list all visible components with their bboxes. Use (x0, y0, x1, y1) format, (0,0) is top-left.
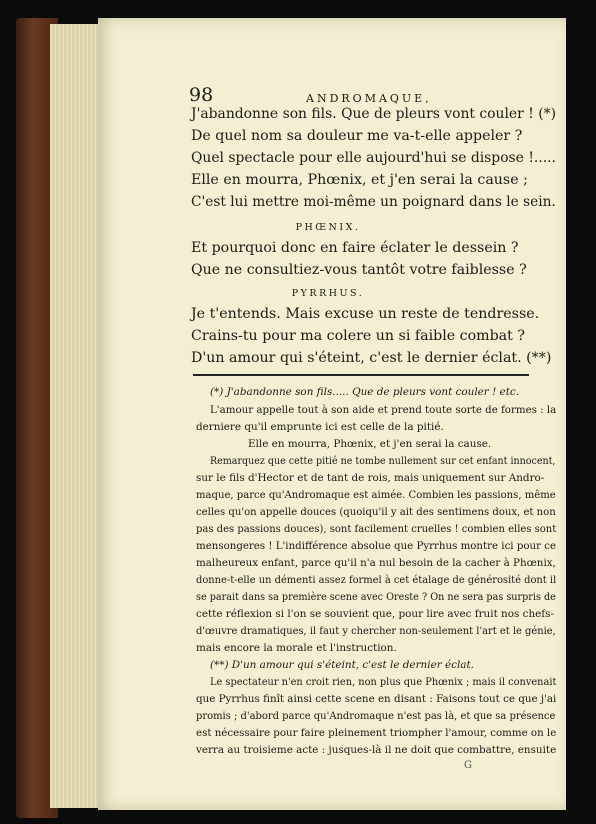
verse-line: Elle en mourra, Phœnix, et j'en serai la cause ; (191, 172, 528, 188)
footnote-line: derniere qu'il emprunte ici est celle de la pitié. (196, 421, 444, 433)
speaker-name: PHŒNIX. (295, 222, 361, 233)
footnote-line: malheureux enfant, parce qu'il n'a nul besoin de la cacher à Phœnix, (196, 557, 556, 569)
verse-line: J'abandonne son fils. Que de pleurs vont couler ! (*) (191, 106, 556, 122)
footnote-line: mais encore la morale et l'instruction. (196, 642, 397, 654)
footnote-line: donne-t-elle un démenti assez formel à cet étalage de générosité dont il (196, 574, 557, 586)
footnote-line: Remarquez que cette pitié ne tombe nullement sur cet enfant innocent, (210, 455, 556, 467)
footnote-line: verra au troisieme acte : jusques-là il ne doit que combattre, ensuite (196, 744, 557, 756)
verse-line: Que ne consultiez-vous tantôt votre faiblesse ? (191, 262, 527, 278)
footnote-line: mensongeres ! L'indifférence absolue que Pyrrhus montre ici pour ce (196, 540, 557, 552)
footnote-reference: (**) D'un amour qui s'éteint, c'est le dernier éclat. (210, 659, 474, 671)
verse-line: Et pourquoi donc en faire éclater le dessein ? (191, 240, 519, 256)
footnote-line: se parait dans sa première scene avec Oreste ? On ne sera pas surpris de (196, 591, 556, 603)
footnote-line: que Pyrrhus finît ainsi cette scene en disant : Faisons tout ce que j'ai (196, 693, 557, 705)
footnote-line: L'amour appelle tout à son aide et prend toute sorte de formes : la (210, 404, 557, 416)
footnote-line: pas des passions douces), sont facilement cruelles ! combien elles sont (196, 523, 557, 535)
footnote-line: celles qu'on appelle douces (quoiqu'il y ait des sentimens doux, et non (196, 506, 556, 518)
footnote-line: d'œuvre dramatiques, il faut y chercher non-seulement l'art et le génie, (196, 625, 556, 637)
footnote-line: Le spectateur n'en croit rien, non plus que Phœnix ; mais il convenait (210, 676, 557, 688)
catchword: G (464, 760, 472, 771)
book-page (98, 18, 566, 810)
footnote-reference: (*) J'abandonne son fils..... Que de pleurs vont couler ! etc. (210, 386, 520, 398)
footnote-line: maque, parce qu'Andromaque est aimée. Combien les passions, même (196, 489, 556, 501)
footnote-line: promis ; d'abord parce qu'Andromaque n'est pas là, et que sa présence (196, 710, 556, 722)
footnote-quote: Elle en mourra, Phœnix, et j'en serai la cause. (248, 438, 492, 450)
speaker-name: PYRRHUS. (291, 288, 365, 299)
verse-line: Crains-tu pour ma colere un si faible combat ? (191, 328, 525, 344)
footnote-line: est nécessaire pour faire pleinement triompher l'amour, comme on le (196, 727, 557, 739)
verse-line: Je t'entends. Mais excuse un reste de tendresse. (191, 306, 540, 322)
footnote-line: cette réflexion si l'on se souvient que, pour lire avec fruit nos chefs- (196, 608, 554, 620)
verse-line: Quel spectacle pour elle aujourd'hui se dispose !..... (191, 150, 556, 166)
footnote-rule (193, 374, 529, 376)
footnote-line: sur le fils d'Hector et de tant de rois, mais uniquement sur Andro- (196, 472, 545, 484)
verse-line: De quel nom sa douleur me va-t-elle appeler ? (191, 128, 523, 144)
verse-line: D'un amour qui s'éteint, c'est le dernier éclat. (**) (191, 350, 552, 366)
page-number: 98 (189, 84, 214, 106)
page-edges (50, 24, 98, 808)
running-title: ANDROMAQUE, (306, 92, 432, 105)
verse-line: C'est lui mettre moi-même un poignard dans le sein. (191, 194, 556, 210)
